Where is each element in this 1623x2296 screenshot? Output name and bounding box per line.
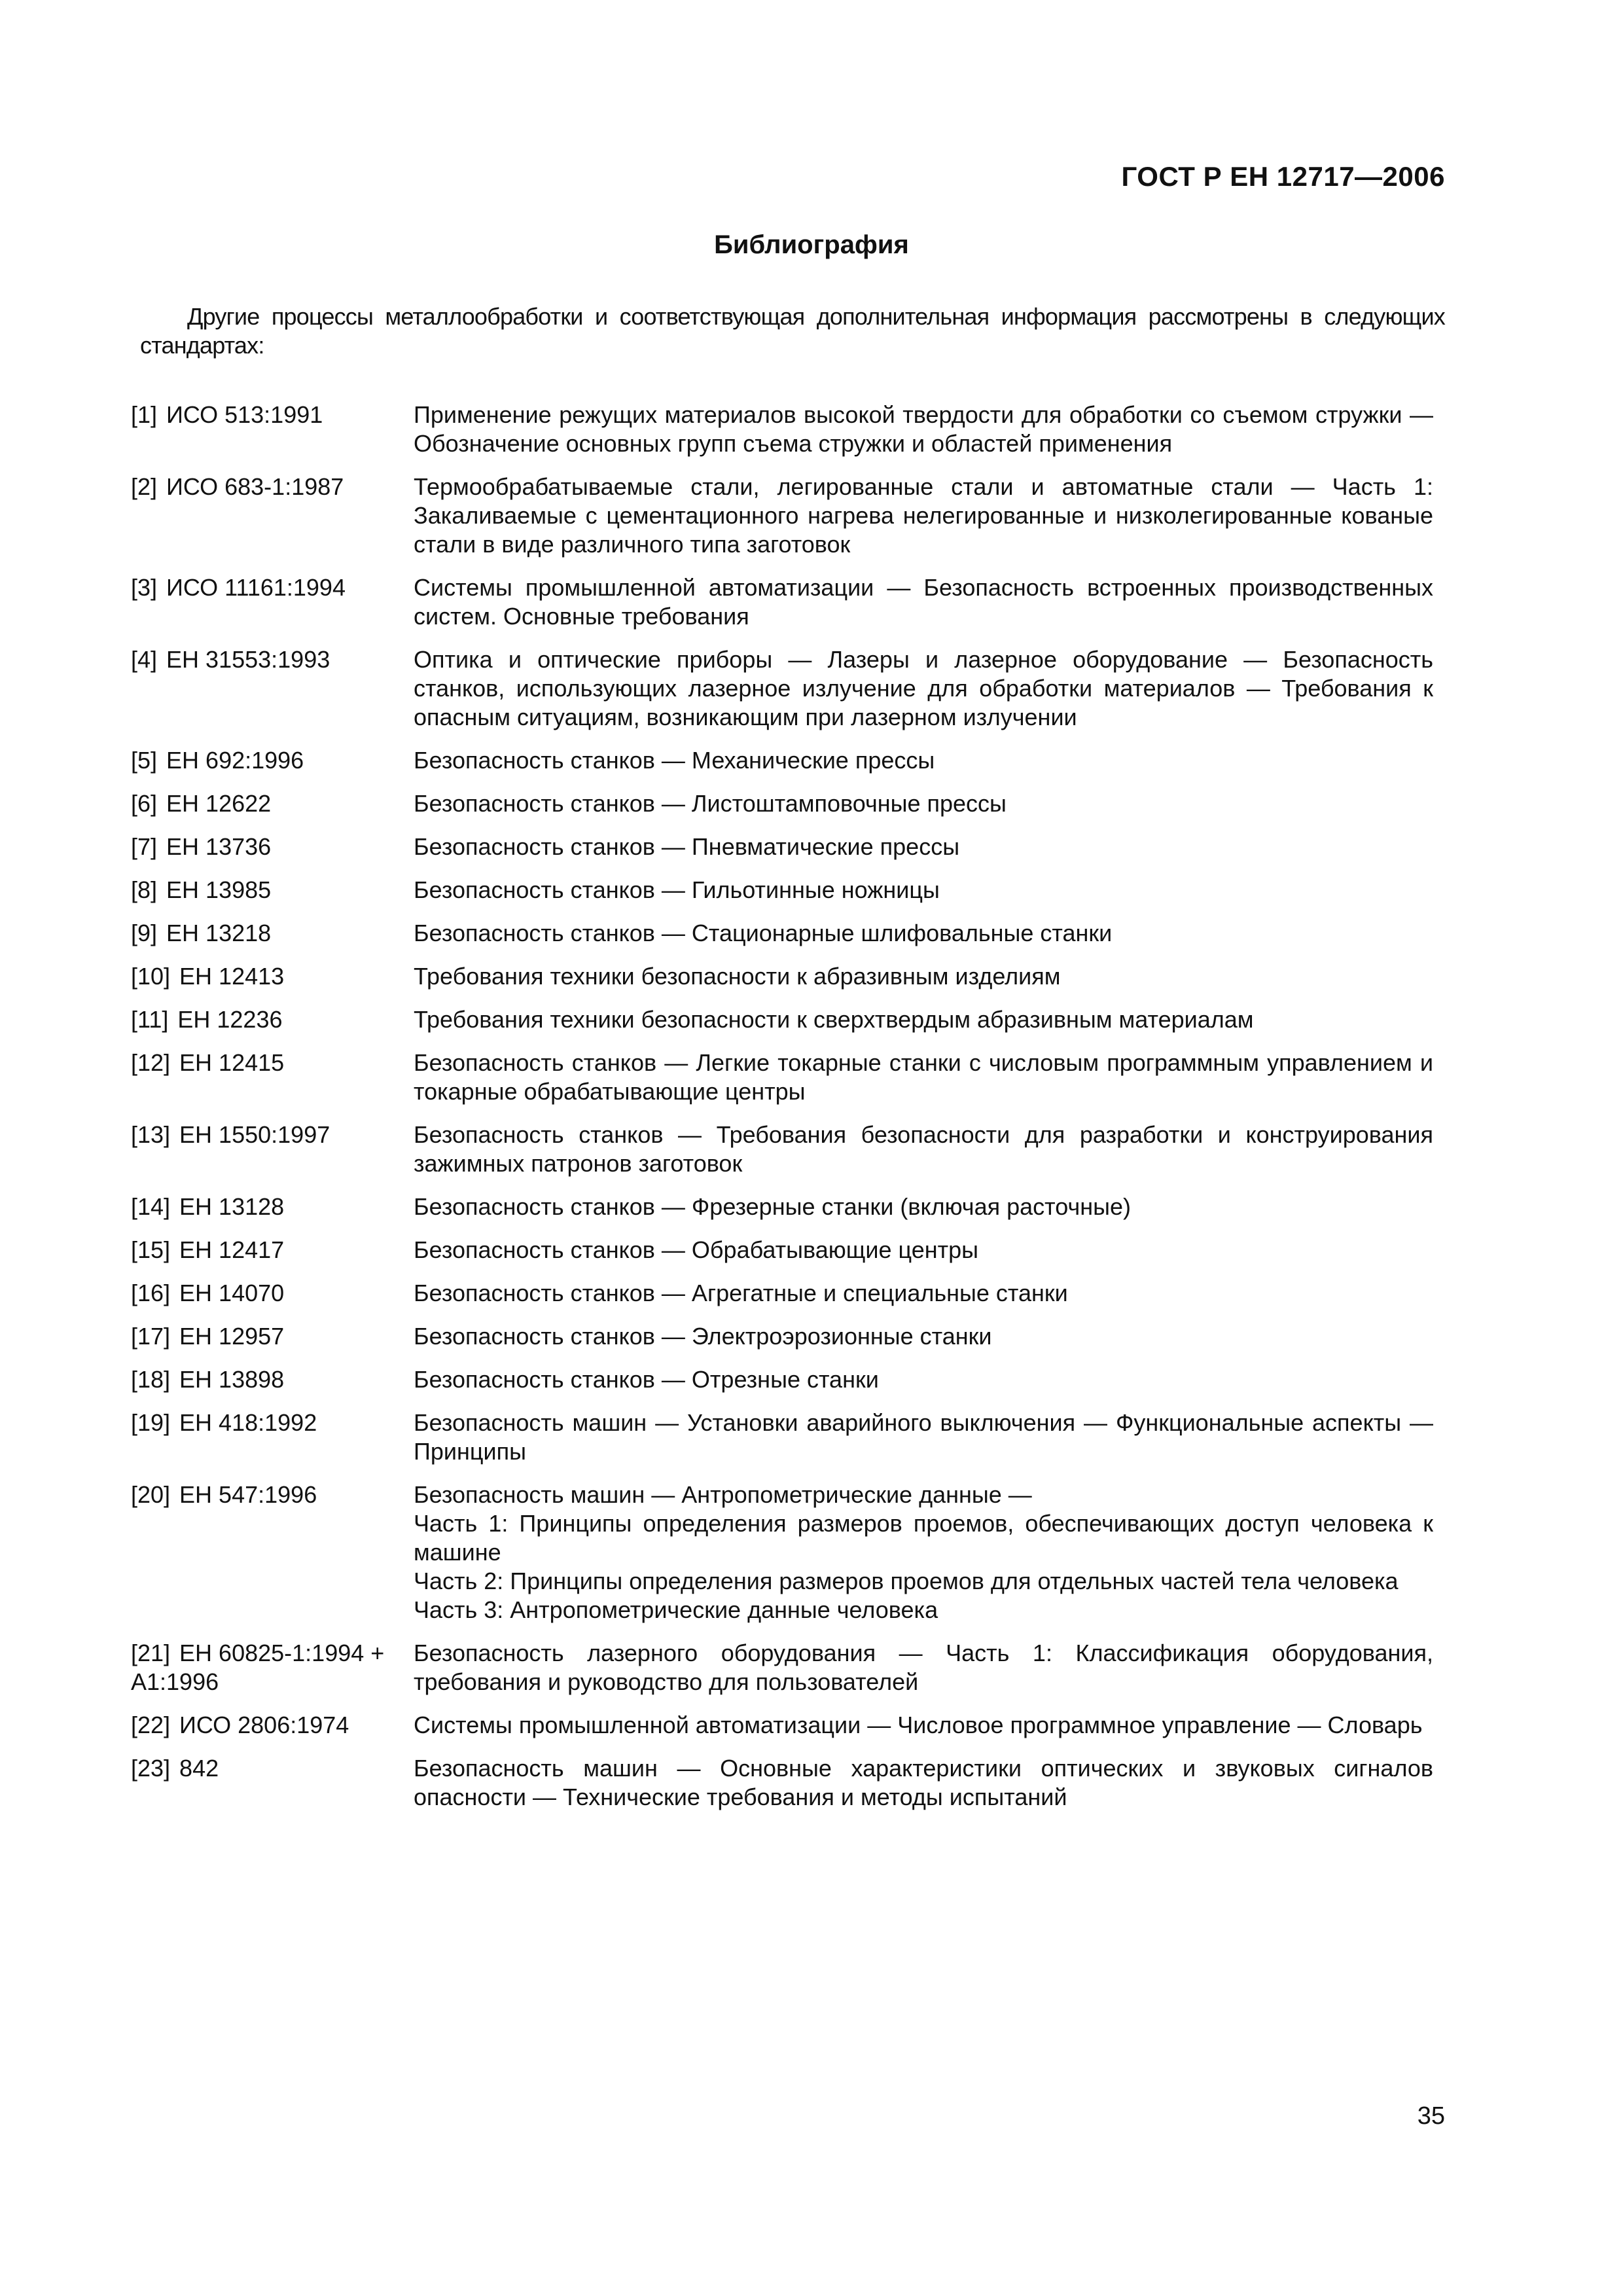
entry-standard-code: ИСО 11161:1994 [166,574,346,601]
entry-number: [17] [131,1323,171,1350]
entry-standard-code: ЕН 13736 [166,833,272,860]
entry-standard-code: ЕН 60825-1:1994 + А1:1996 [131,1640,385,1695]
bibliography-entry [131,833,1433,861]
bibliography-entry [131,573,1433,631]
entry-reference [131,1236,414,1265]
entry-number: [23] [131,1755,171,1782]
entry-description [414,473,1433,559]
entry-number: [3] [131,574,158,601]
entry-standard-code: ЕН 1550:1997 [179,1121,330,1148]
entry-number: [5] [131,747,158,774]
entry-standard-code: ЕН 12413 [179,963,285,990]
entry-description [414,833,1433,861]
entry-standard-code: ИСО 2806:1974 [179,1712,349,1738]
entry-description-line: Безопасность станков — Обрабатывающие центры [414,1236,978,1263]
entry-standard-code: ИСО 683-1:1987 [166,473,344,500]
entry-description-line: Безопасность станков — Электроэрозионные станки [414,1323,992,1350]
entry-standard-code: 842 [179,1755,219,1782]
entry-number: [22] [131,1712,171,1738]
entry-description [414,876,1433,905]
entry-description [414,1236,1433,1265]
entry-number: [2] [131,473,158,500]
entry-reference [131,833,414,861]
entry-reference [131,919,414,948]
bibliography-entry [131,1005,1433,1034]
entry-description [414,919,1433,948]
entry-description-line: Требования техники безопасности к сверхтвердым абразивным материалам [414,1006,1254,1033]
bibliography-entry [131,1480,1433,1624]
entry-number: [16] [131,1280,171,1306]
entry-reference [131,1408,414,1437]
bibliography-entry [131,1236,1433,1265]
entry-standard-code: ЕН 13218 [166,920,272,946]
entry-reference [131,1480,414,1509]
entry-description [414,573,1433,631]
entry-reference [131,746,414,775]
entry-description-line: Безопасность станков — Агрегатные и специальные станки [414,1280,1068,1306]
bibliography-entry [131,1049,1433,1106]
entry-standard-code: ЕН 12417 [179,1236,285,1263]
section-title: Библиография [714,230,909,259]
entry-standard-code: ЕН 12957 [179,1323,285,1350]
entry-description [414,1049,1433,1106]
entry-description-line: Безопасность станков — Механические прессы [414,747,935,774]
entry-reference [131,401,414,429]
entry-standard-code: ЕН 692:1996 [166,747,304,774]
entry-description-line: Оптика и оптические приборы — Лазеры и лазерное оборудование — Безопасность станков, использующих лазерное излучение для обработки материалов — Требования к опасным ситуациям, возникающим при лазерном излучении [414,646,1433,730]
entry-reference [131,1754,414,1783]
entry-reference [131,473,414,501]
bibliography-entry [131,1193,1433,1221]
bibliography-entry [131,473,1433,559]
entry-number: [14] [131,1193,171,1220]
bibliography-entry [131,1322,1433,1351]
intro-paragraph: Другие процессы металлообработки и соответствующая дополнительная информация рассмотрены в следующих стандартах: [140,303,1445,359]
entry-reference [131,645,414,674]
entry-description [414,1279,1433,1308]
entry-description-line: Безопасность машин — Установки аварийного выключения — Функциональные аспекты — Принципы [414,1409,1433,1465]
entry-description [414,1322,1433,1351]
bibliography-entry [131,1639,1433,1696]
entry-standard-code: ЕН 13898 [179,1366,285,1393]
bibliography-entry [131,1754,1433,1812]
entry-standard-code: ЕН 547:1996 [179,1481,317,1508]
entry-reference [131,1049,414,1077]
entry-description-line: Часть 2: Принципы определения размеров проемов для отдельных частей тела человека [414,1568,1399,1594]
document-code-header: ГОСТ Р ЕН 12717—2006 [1121,161,1445,192]
entry-description-line: Безопасность машин — Основные характеристики оптических и звуковых сигналов опасности — Технические требования и методы испытаний [414,1755,1433,1810]
entry-description-line: Безопасность станков — Гильотинные ножницы [414,876,940,903]
entry-description-line: Требования техники безопасности к абразивным изделиям [414,963,1061,990]
entry-reference [131,962,414,991]
entry-description [414,1005,1433,1034]
entry-number: [19] [131,1409,171,1436]
page-number: 35 [1417,2102,1445,2130]
entry-number: [20] [131,1481,171,1508]
entry-description-line: Безопасность станков — Листоштамповочные прессы [414,790,1007,817]
entry-number: [7] [131,833,158,860]
entry-reference [131,573,414,602]
entry-description-line: Безопасность станков — Отрезные станки [414,1366,879,1393]
entry-number: [4] [131,646,158,673]
entry-standard-code: ЕН 418:1992 [179,1409,317,1436]
entry-reference [131,1322,414,1351]
entry-description [414,645,1433,732]
entry-standard-code: ЕН 13128 [179,1193,285,1220]
bibliography-entry [131,1365,1433,1394]
entry-reference [131,789,414,818]
entry-description [414,1408,1433,1466]
entry-standard-code: ЕН 12415 [179,1049,285,1076]
entry-number: [15] [131,1236,171,1263]
entry-standard-code: ЕН 12236 [177,1006,283,1033]
entry-description-line: Часть 1: Принципы определения размеров проемов, обеспечивающих доступ человека к машине [414,1510,1433,1566]
bibliography-entry [131,1279,1433,1308]
entry-reference [131,1193,414,1221]
entry-description-line: Безопасность станков — Пневматические прессы [414,833,960,860]
entry-description [414,962,1433,991]
entry-number: [12] [131,1049,171,1076]
entry-description-line: Безопасность станков — Требования безопасности для разработки и конструирования зажимных патронов заготовок [414,1121,1433,1177]
entry-reference [131,1121,414,1149]
entry-description [414,1365,1433,1394]
bibliography-entry [131,1711,1433,1740]
entry-reference [131,1005,414,1034]
entry-description [414,1193,1433,1221]
entry-description-line: Безопасность машин — Антропометрические данные — [414,1481,1032,1508]
entry-description [414,1754,1433,1812]
entry-number: [1] [131,401,158,428]
entry-description [414,1480,1433,1624]
bibliography-entry [131,789,1433,818]
entry-description-line: Безопасность станков — Фрезерные станки (включая расточные) [414,1193,1131,1220]
entry-description-line: Безопасность лазерного оборудования — Часть 1: Классификация оборудования, требования и руководство для пользователей [414,1640,1433,1695]
entry-reference [131,1711,414,1740]
bibliography-entry [131,919,1433,948]
entry-standard-code: ИСО 513:1991 [166,401,323,428]
entry-number: [18] [131,1366,171,1393]
bibliography-list [131,401,1433,1826]
entry-reference [131,876,414,905]
entry-description [414,401,1433,458]
entry-description-line: Термообрабатываемые стали, легированные стали и автоматные стали — Часть 1: Закаливаемые с цементационного нагрева нелегированные и низколегированные кованые стали в виде различного типа заготовок [414,473,1433,558]
entry-number: [11] [131,1006,169,1033]
bibliography-entry [131,746,1433,775]
bibliography-entry [131,401,1433,458]
entry-standard-code: ЕН 14070 [179,1280,285,1306]
entry-description-line: Применение режущих материалов высокой твердости для обработки со съемом стружки — Обозначение основных групп съема стружки и областей применения [414,401,1433,457]
entry-description-line: Системы промышленной автоматизации — Безопасность встроенных производственных систем. Основные требования [414,574,1433,630]
entry-number: [13] [131,1121,171,1148]
entry-reference [131,1639,414,1696]
entry-number: [9] [131,920,158,946]
entry-description [414,746,1433,775]
entry-description-line: Системы промышленной автоматизации — Числовое программное управление — Словарь [414,1712,1423,1738]
entry-number: [21] [131,1640,171,1666]
entry-description-line: Безопасность станков — Легкие токарные станки с числовым программным управлением и токарные обрабатывающие центры [414,1049,1433,1105]
entry-standard-code: ЕН 31553:1993 [166,646,330,673]
entry-number: [10] [131,963,171,990]
bibliography-entry [131,645,1433,732]
entry-number: [6] [131,790,158,817]
entry-description [414,1711,1433,1740]
entry-reference [131,1365,414,1394]
entry-description [414,1639,1433,1696]
bibliography-entry [131,1408,1433,1466]
entry-standard-code: ЕН 13985 [166,876,272,903]
entry-description-line: Часть 3: Антропометрические данные человека [414,1596,938,1623]
bibliography-entry [131,876,1433,905]
entry-number: [8] [131,876,158,903]
entry-description [414,789,1433,818]
entry-description [414,1121,1433,1178]
entry-reference [131,1279,414,1308]
entry-standard-code: ЕН 12622 [166,790,272,817]
entry-description-line: Безопасность станков — Стационарные шлифовальные станки [414,920,1113,946]
bibliography-entry [131,962,1433,991]
bibliography-entry [131,1121,1433,1178]
